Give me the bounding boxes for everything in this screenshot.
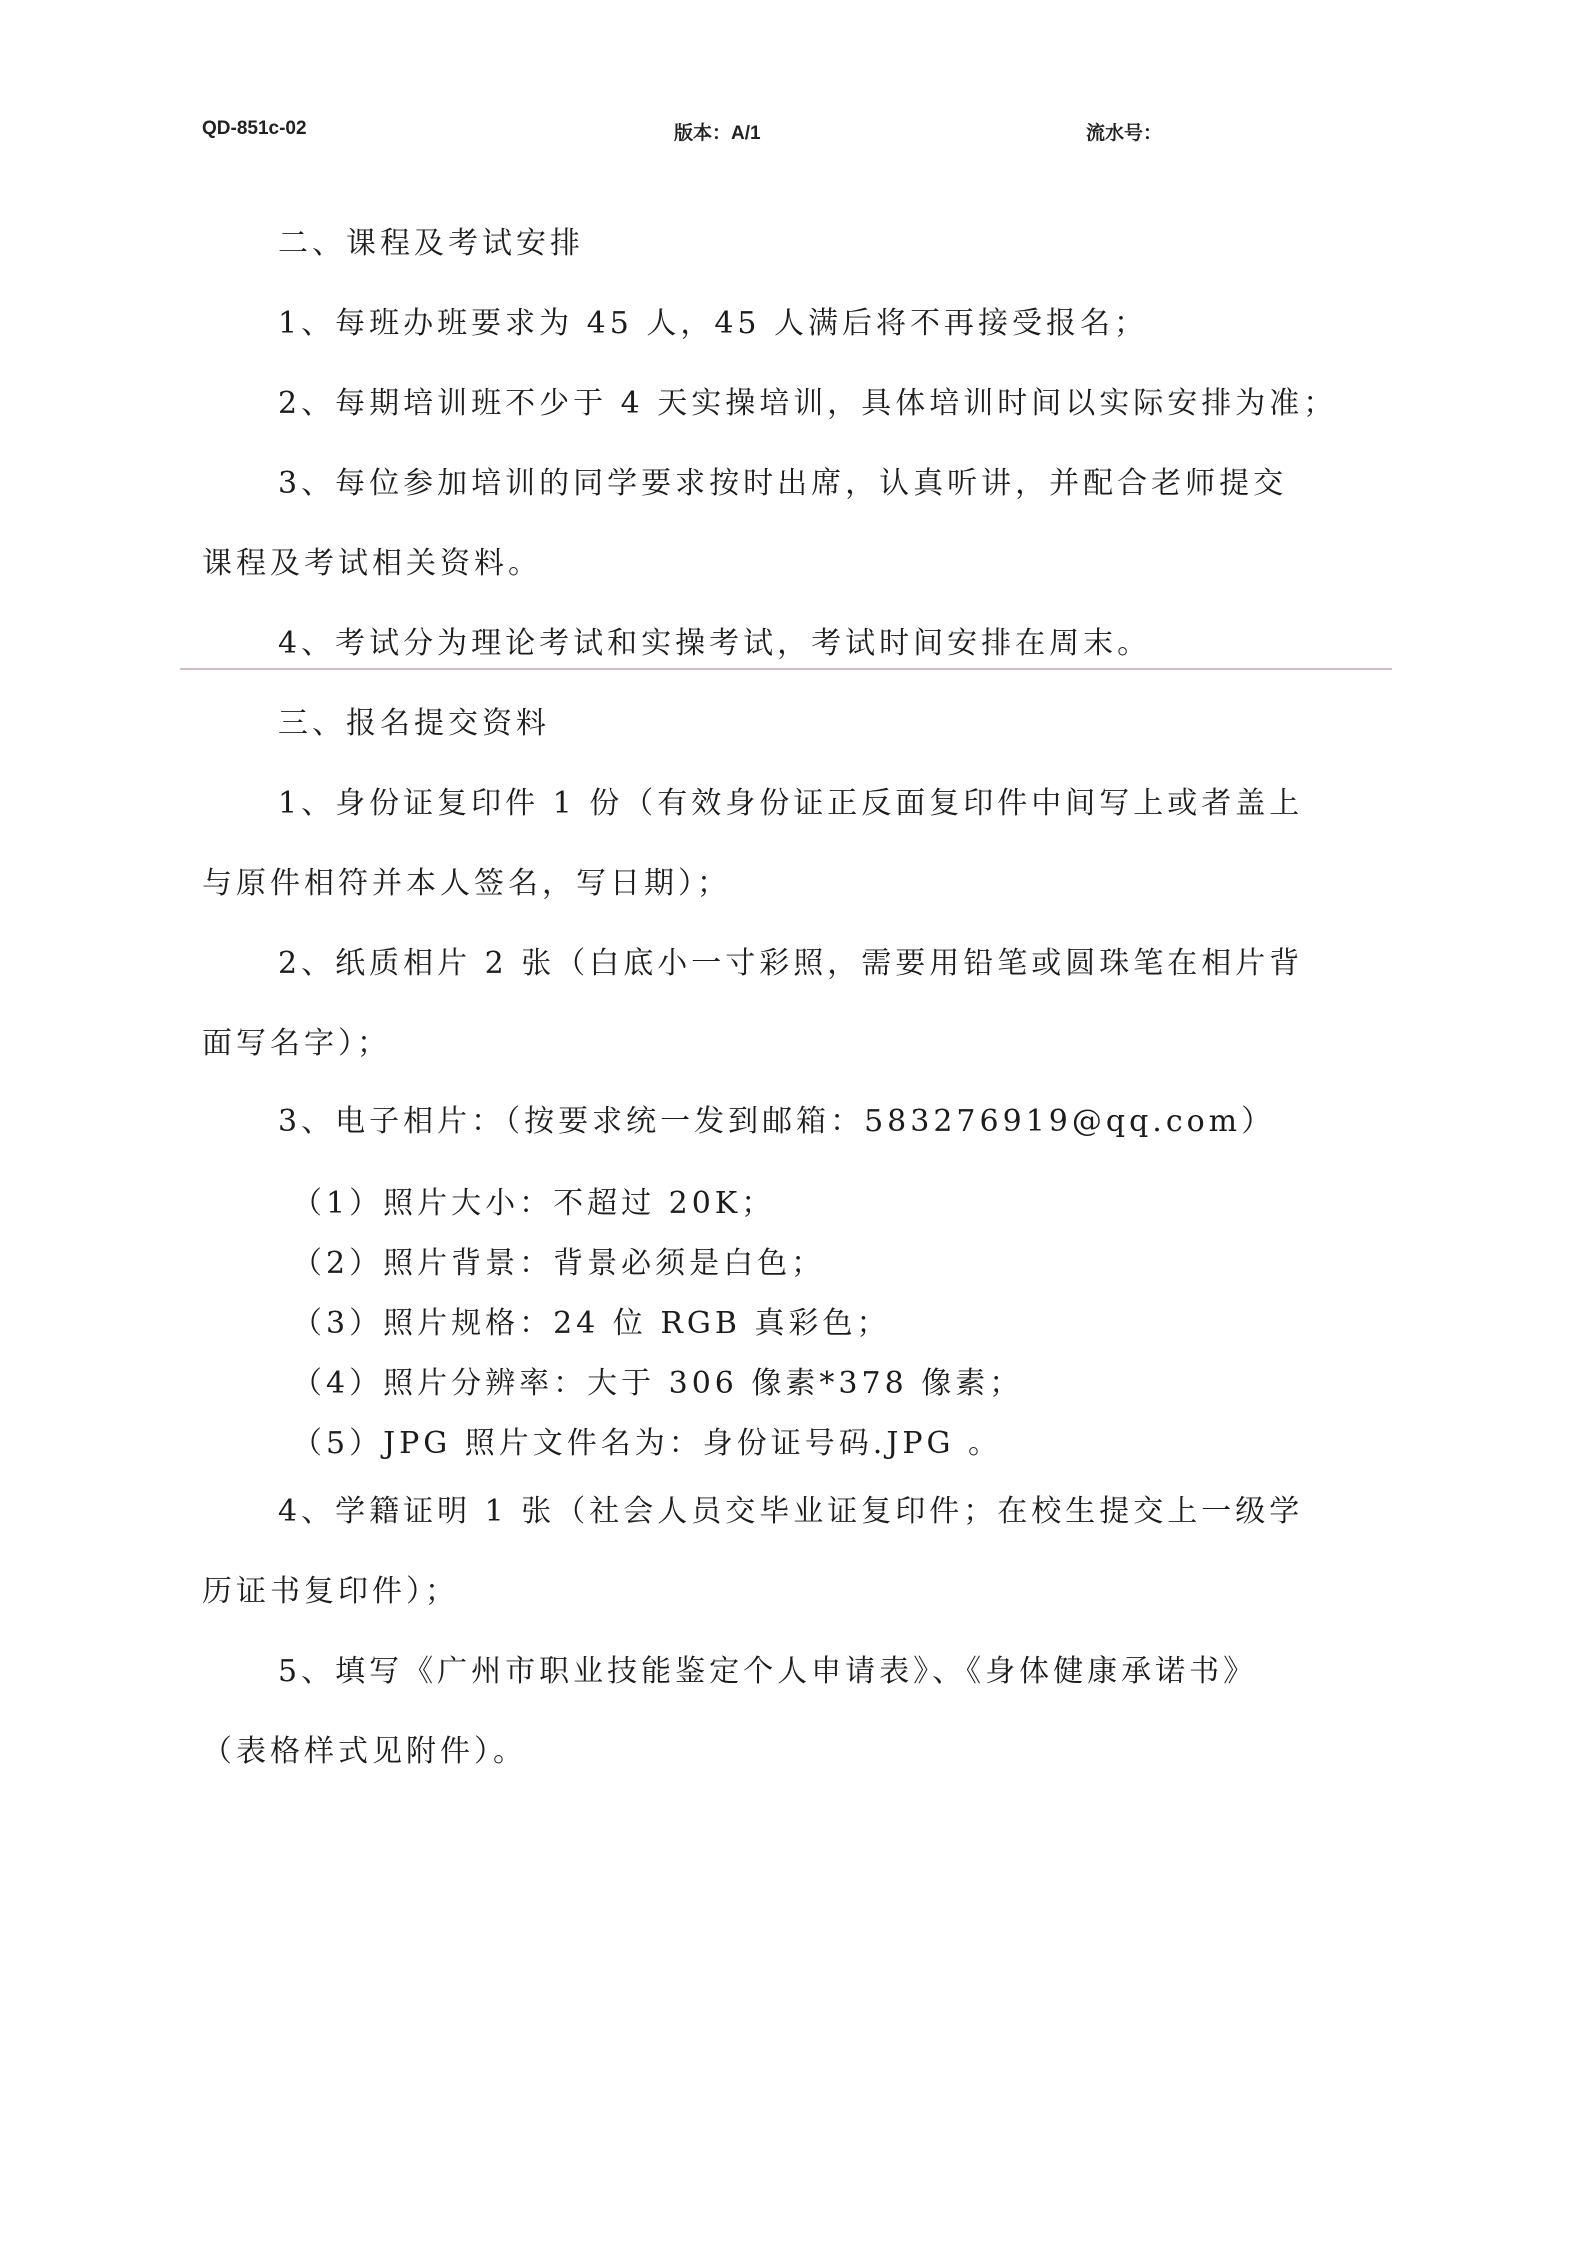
document-version: 版本：A/1 (674, 123, 761, 144)
material-item-4-line-2: 历证书复印件）； (202, 1574, 459, 1609)
material-item-5-line-2: （表格样式见附件）。 (202, 1734, 527, 1769)
material-item-1-line-2: 与原件相符并本人签名，写日期）； (202, 866, 731, 901)
photo-background-requirement: （2）照片背景：背景必须是白色； (292, 1246, 826, 1281)
material-item-2-line-2: 面写名字）； (202, 1026, 391, 1061)
course-item-1: 1、每班办班要求为 45 人，45 人满后将不再接受报名； (278, 306, 1149, 341)
section-heading-registration-materials: 三、报名提交资料 (278, 706, 550, 741)
material-item-3: 3、电子相片：（按要求统一发到邮箱：583276919@qq.com） (278, 1104, 1276, 1139)
course-item-3-line-1: 3、每位参加培训的同学要求按时出席，认真听讲，并配合老师提交 (278, 466, 1288, 501)
course-item-4: 4、考试分为理论考试和实操考试，考试时间安排在周末。 (278, 626, 1152, 661)
course-item-2: 2、每期培训班不少于 4 天实操培训，具体培训时间以实际安排为准； (278, 386, 1338, 421)
course-item-3-line-2: 课程及考试相关资料。 (202, 546, 542, 581)
photo-size-requirement: （1）照片大小：不超过 20K； (292, 1186, 776, 1221)
material-item-1-line-1: 1、身份证复印件 1 份（有效身份证正反面复印件中间写上或者盖上 (278, 786, 1304, 821)
material-item-4-line-1: 4、学籍证明 1 张（社会人员交毕业证复印件；在校生提交上一级学 (278, 1494, 1304, 1529)
material-item-5-line-1: 5、填写《广州市职业技能鉴定个人申请表》、《身体健康承诺书》 (278, 1654, 1258, 1689)
document-serial-number: 流水号： (1086, 123, 1163, 144)
photo-filename-requirement: （5）JPG 照片文件名为：身份证号码.JPG 。 (292, 1426, 1003, 1461)
photo-format-requirement: （3）照片规格：24 位 RGB 真彩色； (292, 1306, 891, 1341)
faint-divider-line (180, 668, 1392, 670)
material-item-2-line-1: 2、纸质相片 2 张（白底小一寸彩照，需要用铅笔或圆珠笔在相片背 (278, 946, 1304, 981)
section-heading-course-exam: 二、课程及考试安排 (278, 226, 584, 261)
document-code: QD-851c-02 (202, 118, 307, 139)
photo-resolution-requirement: （4）照片分辨率：大于 306 像素*378 像素； (292, 1366, 1024, 1401)
